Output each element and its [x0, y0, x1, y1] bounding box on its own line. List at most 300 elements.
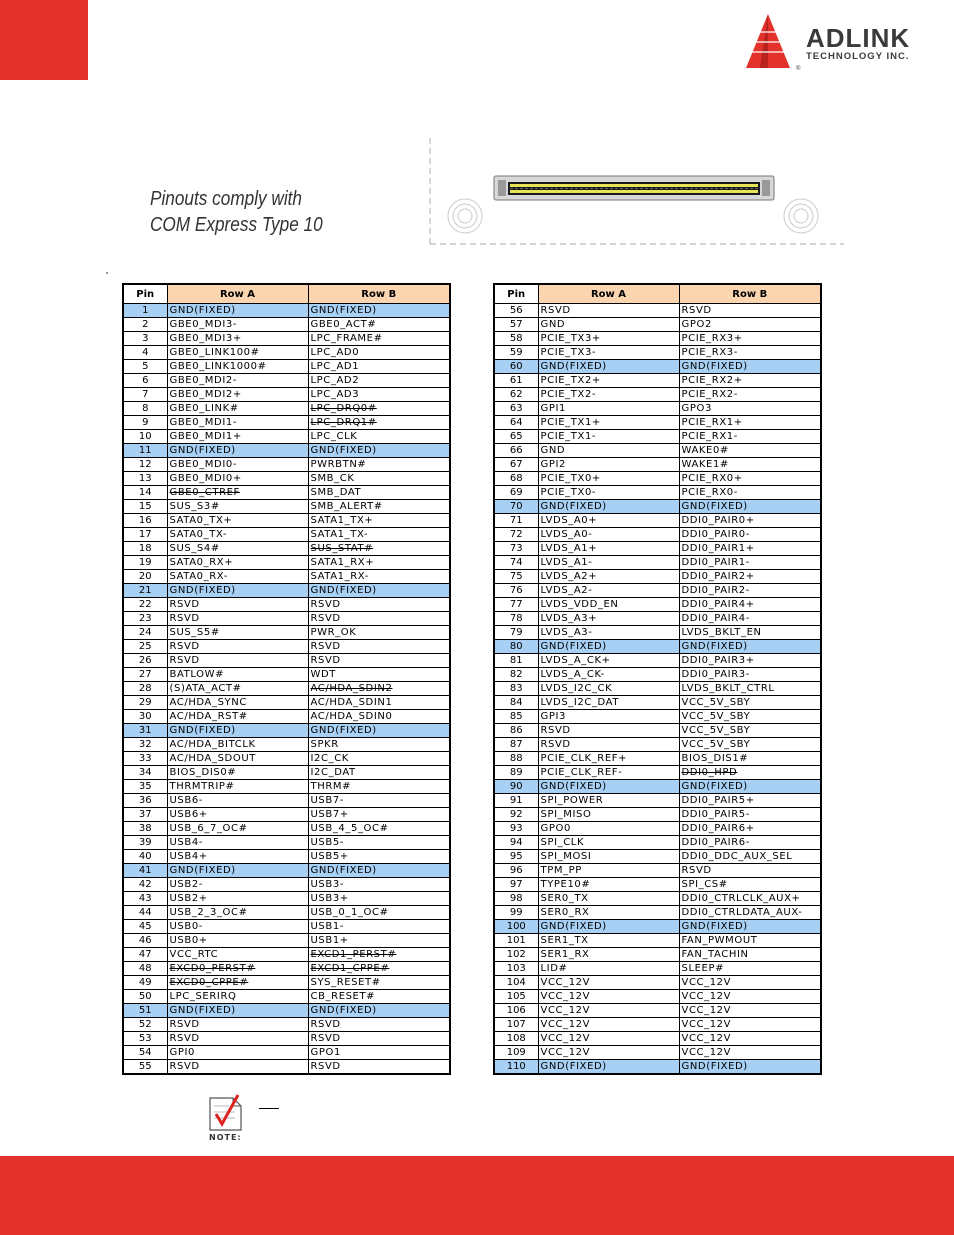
pin-cell: 7: [123, 388, 167, 402]
row-b-cell: GND(FIXED): [679, 1060, 821, 1075]
table-row: [494, 990, 821, 1004]
table-row: [494, 332, 821, 346]
row-a-cell: BIOS_DIS0#: [167, 766, 308, 780]
row-a-cell: GBE0_CTREF: [167, 486, 308, 500]
table-row: [494, 696, 821, 710]
pin-cell: 53: [123, 1032, 167, 1046]
table-row: [123, 1018, 450, 1032]
row-b-cell: GND(FIXED): [308, 724, 450, 738]
table-row: [494, 500, 821, 514]
row-a-cell: LPC_SERIRQ: [167, 990, 308, 1004]
row-b-cell: LPC_AD2: [308, 374, 450, 388]
table-row: [123, 878, 450, 892]
row-b-column-header: Row B: [308, 284, 450, 304]
row-a-cell: GND(FIXED): [167, 864, 308, 878]
row-a-cell: SUS_S3#: [167, 500, 308, 514]
row-b-cell: PCIE_RX2+: [679, 374, 821, 388]
row-b-cell: GND(FIXED): [679, 920, 821, 934]
row-b-cell: LVDS_BKLT_CTRL: [679, 682, 821, 696]
row-a-cell: GND(FIXED): [167, 304, 308, 318]
row-b-cell: DDI0_PAIR2+: [679, 570, 821, 584]
row-a-cell: LVDS_A3-: [538, 626, 679, 640]
pin-cell: 58: [494, 332, 538, 346]
table-row: [494, 318, 821, 332]
pin-cell: 47: [123, 948, 167, 962]
pin-cell: 66: [494, 444, 538, 458]
row-b-cell: USB1+: [308, 934, 450, 948]
table-row: [494, 486, 821, 500]
row-a-cell: GND(FIXED): [167, 724, 308, 738]
row-b-cell: VCC_12V: [679, 990, 821, 1004]
table-row: [494, 1046, 821, 1060]
pinout-table-right: [493, 283, 822, 1075]
row-a-cell: USB6-: [167, 794, 308, 808]
pin-cell: 110: [494, 1060, 538, 1075]
row-a-cell: AC/HDA_SYNC: [167, 696, 308, 710]
row-a-cell: USB2-: [167, 878, 308, 892]
pin-cell: 3: [123, 332, 167, 346]
row-a-cell: PCIE_TX3-: [538, 346, 679, 360]
pin-cell: 70: [494, 500, 538, 514]
row-a-cell: RSVD: [167, 598, 308, 612]
caption-line-2: COM Express Type 10: [150, 214, 323, 236]
table-row: [494, 962, 821, 976]
row-b-cell: SLEEP#: [679, 962, 821, 976]
pin-cell: 31: [123, 724, 167, 738]
pin-cell: 37: [123, 808, 167, 822]
row-b-cell: VCC_12V: [679, 976, 821, 990]
pin-column-header: Pin: [123, 284, 167, 304]
row-b-cell: AC/HDA_SDIN1: [308, 696, 450, 710]
pin-cell: 54: [123, 1046, 167, 1060]
row-b-cell: GPO3: [679, 402, 821, 416]
row-b-cell: LPC_DRQ0#: [308, 402, 450, 416]
row-a-cell: VCC_12V: [538, 976, 679, 990]
row-b-cell: FAN_TACHIN: [679, 948, 821, 962]
pin-cell: 13: [123, 472, 167, 486]
pin-cell: 22: [123, 598, 167, 612]
table-row: [123, 374, 450, 388]
row-a-cell: GND(FIXED): [167, 584, 308, 598]
row-a-cell: RSVD: [538, 738, 679, 752]
pin-cell: 64: [494, 416, 538, 430]
table-row: [123, 668, 450, 682]
table-row: [494, 808, 821, 822]
table-row: [494, 626, 821, 640]
table-row: [123, 458, 450, 472]
row-a-cell: SUS_S5#: [167, 626, 308, 640]
table-row: [123, 654, 450, 668]
row-a-cell: GBE0_LINK#: [167, 402, 308, 416]
table-row: [494, 1060, 821, 1075]
table-row: [494, 1004, 821, 1018]
pin-cell: 71: [494, 514, 538, 528]
row-a-cell: SPI_POWER: [538, 794, 679, 808]
row-b-cell: PWRBTN#: [308, 458, 450, 472]
pin-cell: 67: [494, 458, 538, 472]
pin-cell: 29: [123, 696, 167, 710]
row-b-cell: DDI0_PAIR6+: [679, 822, 821, 836]
row-b-cell: USB1-: [308, 920, 450, 934]
row-a-cell: SATA0_TX+: [167, 514, 308, 528]
row-a-column-header: Row A: [538, 284, 679, 304]
row-b-cell: EXCD1_PERST#: [308, 948, 450, 962]
row-a-cell: VCC_12V: [538, 1046, 679, 1060]
table-row: [494, 668, 821, 682]
row-a-cell: PCIE_TX2+: [538, 374, 679, 388]
row-b-cell: I2C_CK: [308, 752, 450, 766]
pin-cell: 108: [494, 1032, 538, 1046]
row-b-cell: DDI0_PAIR5-: [679, 808, 821, 822]
row-b-cell: RSVD: [308, 1018, 450, 1032]
table-row: [494, 612, 821, 626]
row-b-cell: GND(FIXED): [679, 640, 821, 654]
row-a-cell: GBE0_MDI3+: [167, 332, 308, 346]
row-a-cell: PCIE_TX0+: [538, 472, 679, 486]
row-b-cell: USB5+: [308, 850, 450, 864]
row-a-cell: EXCD0_CPPE#: [167, 976, 308, 990]
pin-cell: 100: [494, 920, 538, 934]
row-b-cell: DDI0_PAIR5+: [679, 794, 821, 808]
pin-cell: 92: [494, 808, 538, 822]
table-row: [494, 1032, 821, 1046]
row-b-cell: VCC_5V_SBY: [679, 710, 821, 724]
table-row: [123, 696, 450, 710]
row-b-cell: SMB_CK: [308, 472, 450, 486]
row-a-cell: GND(FIXED): [538, 1060, 679, 1075]
row-b-cell: GND(FIXED): [679, 500, 821, 514]
row-b-cell: SATA1_TX-: [308, 528, 450, 542]
row-b-cell: GPO1: [308, 1046, 450, 1060]
margin-mark: [106, 272, 108, 274]
table-row: [123, 766, 450, 780]
pin-cell: 88: [494, 752, 538, 766]
pin-cell: 8: [123, 402, 167, 416]
table-row: [494, 948, 821, 962]
row-b-cell: LPC_AD1: [308, 360, 450, 374]
row-a-cell: SATA0_TX-: [167, 528, 308, 542]
table-row: [123, 472, 450, 486]
table-row: [123, 640, 450, 654]
row-b-cell: PCIE_RX0+: [679, 472, 821, 486]
row-b-cell: LPC_AD0: [308, 346, 450, 360]
row-b-cell: AC/HDA_SDIN2: [308, 682, 450, 696]
connector-diagram: [428, 136, 848, 248]
table-row: [494, 528, 821, 542]
row-a-cell: SATA0_RX+: [167, 556, 308, 570]
pin-cell: 45: [123, 920, 167, 934]
table-row: [494, 934, 821, 948]
pin-cell: 24: [123, 626, 167, 640]
table-row: [123, 444, 450, 458]
pin-cell: 89: [494, 766, 538, 780]
row-b-cell: VCC_5V_SBY: [679, 696, 821, 710]
row-a-cell: LVDS_A_CK-: [538, 668, 679, 682]
table-row: [123, 500, 450, 514]
pin-cell: 84: [494, 696, 538, 710]
table-row: [494, 752, 821, 766]
row-a-cell: LVDS_I2C_DAT: [538, 696, 679, 710]
pin-cell: 32: [123, 738, 167, 752]
pin-cell: 76: [494, 584, 538, 598]
row-b-cell: VCC_5V_SBY: [679, 738, 821, 752]
row-b-cell: SUS_STAT#: [308, 542, 450, 556]
table-row: [123, 962, 450, 976]
row-a-cell: PCIE_TX0-: [538, 486, 679, 500]
row-a-cell: SER1_RX: [538, 948, 679, 962]
row-a-cell: USB2+: [167, 892, 308, 906]
table-row: [494, 360, 821, 374]
row-b-cell: GND(FIXED): [308, 304, 450, 318]
pin-cell: 74: [494, 556, 538, 570]
table-row: [123, 780, 450, 794]
row-b-cell: DDI0_PAIR6-: [679, 836, 821, 850]
table-row: [123, 1032, 450, 1046]
pin-cell: 33: [123, 752, 167, 766]
row-a-cell: LVDS_A0+: [538, 514, 679, 528]
pin-cell: 102: [494, 948, 538, 962]
row-b-cell: GND(FIXED): [308, 584, 450, 598]
pin-cell: 40: [123, 850, 167, 864]
row-b-cell: DDI0_CTRLCLK_AUX+: [679, 892, 821, 906]
table-row: [123, 416, 450, 430]
table-row: [123, 318, 450, 332]
row-a-cell: USB0-: [167, 920, 308, 934]
pin-cell: 101: [494, 934, 538, 948]
adlink-logo: [742, 12, 932, 72]
row-a-cell: USB_2_3_OC#: [167, 906, 308, 920]
pin-cell: 77: [494, 598, 538, 612]
table-row: [494, 892, 821, 906]
table-row: [123, 584, 450, 598]
pin-cell: 51: [123, 1004, 167, 1018]
pin-cell: 85: [494, 710, 538, 724]
table-header-row: [494, 284, 821, 304]
row-a-cell: TPM_PP: [538, 864, 679, 878]
pin-cell: 16: [123, 514, 167, 528]
table-row: [494, 556, 821, 570]
row-b-cell: CB_RESET#: [308, 990, 450, 1004]
note-label: NOTE:: [209, 1133, 242, 1142]
pin-cell: 34: [123, 766, 167, 780]
pin-cell: 25: [123, 640, 167, 654]
pin-cell: 107: [494, 1018, 538, 1032]
row-b-cell: USB_0_1_OC#: [308, 906, 450, 920]
table-row: [494, 640, 821, 654]
row-a-cell: GBE0_MDI0-: [167, 458, 308, 472]
row-a-cell: VCC_12V: [538, 1032, 679, 1046]
row-a-cell: PCIE_CLK_REF+: [538, 752, 679, 766]
pin-cell: 104: [494, 976, 538, 990]
pin-cell: 26: [123, 654, 167, 668]
pin-cell: 4: [123, 346, 167, 360]
pin-cell: 43: [123, 892, 167, 906]
row-a-cell: GND(FIXED): [538, 920, 679, 934]
table-row: [123, 934, 450, 948]
row-b-cell: DDI0_PAIR3+: [679, 654, 821, 668]
brand-subtitle: TECHNOLOGY INC.: [806, 51, 910, 62]
row-a-cell: GPI2: [538, 458, 679, 472]
row-b-cell: EXCD1_CPPE#: [308, 962, 450, 976]
table-row: [123, 542, 450, 556]
table-row: [123, 948, 450, 962]
caption-line-1: Pinouts comply with: [150, 188, 303, 210]
row-a-cell: SPI_MOSI: [538, 850, 679, 864]
row-a-cell: GND(FIXED): [538, 780, 679, 794]
row-b-cell: RSVD: [308, 1032, 450, 1046]
pin-cell: 30: [123, 710, 167, 724]
row-b-cell: USB7-: [308, 794, 450, 808]
row-b-cell: DDI0_PAIR2-: [679, 584, 821, 598]
row-a-cell: SER0_RX: [538, 906, 679, 920]
table-row: [494, 458, 821, 472]
pin-cell: 20: [123, 570, 167, 584]
row-b-cell: GPO2: [679, 318, 821, 332]
row-a-cell: RSVD: [167, 1032, 308, 1046]
table-row: [494, 738, 821, 752]
row-a-column-header: Row A: [167, 284, 308, 304]
footer-red-band: [0, 1156, 954, 1235]
row-a-cell: LVDS_A1-: [538, 556, 679, 570]
table-row: [123, 738, 450, 752]
table-row: [494, 766, 821, 780]
table-row: [494, 976, 821, 990]
row-a-cell: GBE0_MDI1-: [167, 416, 308, 430]
row-b-cell: SATA1_TX+: [308, 514, 450, 528]
table-row: [123, 976, 450, 990]
pin-cell: 103: [494, 962, 538, 976]
pin-cell: 82: [494, 668, 538, 682]
pin-cell: 59: [494, 346, 538, 360]
pin-cell: 48: [123, 962, 167, 976]
row-b-cell: SPI_CS#: [679, 878, 821, 892]
row-a-cell: PCIE_TX2-: [538, 388, 679, 402]
table-row: [494, 430, 821, 444]
table-row: [494, 822, 821, 836]
row-a-cell: LVDS_A3+: [538, 612, 679, 626]
row-b-cell: PCIE_RX2-: [679, 388, 821, 402]
row-a-cell: VCC_RTC: [167, 948, 308, 962]
table-row: [123, 402, 450, 416]
row-b-cell: DDI0_PAIR4-: [679, 612, 821, 626]
row-b-cell: GND(FIXED): [679, 360, 821, 374]
row-b-cell: PCIE_RX3+: [679, 332, 821, 346]
row-a-cell: GBE0_MDI2+: [167, 388, 308, 402]
table-row: [123, 724, 450, 738]
row-a-cell: SER0_TX: [538, 892, 679, 906]
row-b-cell: SATA1_RX-: [308, 570, 450, 584]
table-row: [123, 892, 450, 906]
row-b-cell: RSVD: [308, 598, 450, 612]
row-a-cell: GBE0_LINK1000#: [167, 360, 308, 374]
table-row: [123, 906, 450, 920]
row-a-cell: GND(FIXED): [538, 360, 679, 374]
pin-cell: 91: [494, 794, 538, 808]
pin-cell: 12: [123, 458, 167, 472]
registered-mark: ®: [796, 66, 801, 72]
table-row: [123, 710, 450, 724]
row-b-cell: RSVD: [308, 640, 450, 654]
row-a-cell: GND(FIXED): [538, 500, 679, 514]
pin-cell: 80: [494, 640, 538, 654]
pin-cell: 83: [494, 682, 538, 696]
row-a-cell: GBE0_LINK100#: [167, 346, 308, 360]
pin-cell: 96: [494, 864, 538, 878]
row-a-cell: GPI0: [167, 1046, 308, 1060]
table-row: [494, 710, 821, 724]
pin-cell: 73: [494, 542, 538, 556]
row-a-cell: GND(FIXED): [167, 1004, 308, 1018]
row-a-cell: GND(FIXED): [167, 444, 308, 458]
row-b-cell: WAKE0#: [679, 444, 821, 458]
pin-cell: 17: [123, 528, 167, 542]
pin-cell: 39: [123, 836, 167, 850]
row-b-cell: RSVD: [679, 864, 821, 878]
row-a-cell: LVDS_A0-: [538, 528, 679, 542]
row-a-cell: LVDS_VDD_EN: [538, 598, 679, 612]
row-a-cell: (S)ATA_ACT#: [167, 682, 308, 696]
row-a-cell: LVDS_A2-: [538, 584, 679, 598]
row-a-cell: RSVD: [167, 654, 308, 668]
row-a-cell: USB6+: [167, 808, 308, 822]
row-b-cell: GND(FIXED): [308, 444, 450, 458]
pin-cell: 21: [123, 584, 167, 598]
pin-cell: 46: [123, 934, 167, 948]
row-b-cell: VCC_12V: [679, 1046, 821, 1060]
pin-cell: 18: [123, 542, 167, 556]
row-b-cell: THRM#: [308, 780, 450, 794]
row-a-cell: GND: [538, 318, 679, 332]
table-row: [494, 654, 821, 668]
table-row: [494, 598, 821, 612]
table-row: [494, 584, 821, 598]
pin-cell: 50: [123, 990, 167, 1004]
table-row: [494, 570, 821, 584]
table-row: [123, 332, 450, 346]
pin-cell: 35: [123, 780, 167, 794]
table-header-row: [123, 284, 450, 304]
row-b-cell: USB_4_5_OC#: [308, 822, 450, 836]
pin-cell: 87: [494, 738, 538, 752]
row-b-cell: PCIE_RX0-: [679, 486, 821, 500]
row-a-cell: TYPE10#: [538, 878, 679, 892]
pin-cell: 63: [494, 402, 538, 416]
pin-cell: 52: [123, 1018, 167, 1032]
row-a-cell: SER1_TX: [538, 934, 679, 948]
row-b-cell: USB3-: [308, 878, 450, 892]
row-b-cell: GND(FIXED): [679, 780, 821, 794]
row-b-cell: DDI0_PAIR0-: [679, 528, 821, 542]
pin-cell: 14: [123, 486, 167, 500]
row-b-cell: DDI0_DDC_AUX_SEL: [679, 850, 821, 864]
table-row: [123, 486, 450, 500]
row-a-cell: AC/HDA_SDOUT: [167, 752, 308, 766]
adlink-triangle-icon: [742, 12, 806, 72]
table-row: [494, 402, 821, 416]
row-b-cell: RSVD: [308, 654, 450, 668]
row-a-cell: LVDS_A_CK+: [538, 654, 679, 668]
row-b-cell: DDI0_HPD: [679, 766, 821, 780]
pin-cell: 69: [494, 486, 538, 500]
row-a-cell: SUS_S4#: [167, 542, 308, 556]
table-row: [123, 920, 450, 934]
row-a-cell: BATLOW#: [167, 668, 308, 682]
pin-cell: 79: [494, 626, 538, 640]
row-b-cell: BIOS_DIS1#: [679, 752, 821, 766]
row-b-cell: DDI0_CTRLDATA_AUX-: [679, 906, 821, 920]
table-row: [494, 780, 821, 794]
pin-cell: 90: [494, 780, 538, 794]
